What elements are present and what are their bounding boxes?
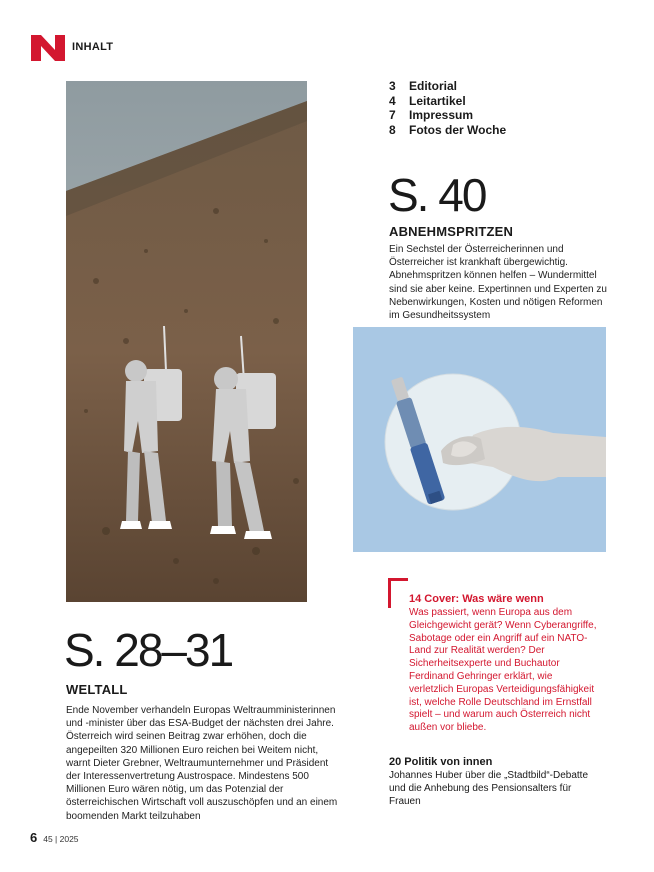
toc-page-number: 7	[389, 108, 396, 122]
politik-teaser: Johannes Huber über die „Stadtbild“-Debatte und die Anhebung des Pensionsalters für Frauen	[389, 770, 589, 808]
toc-page-number: 3	[389, 79, 396, 93]
section-label: INHALT	[72, 41, 114, 53]
toc-item[interactable]	[389, 123, 506, 138]
toc-page-number: 4	[389, 93, 396, 108]
abnehm-heading[interactable]: ABNEHMSPRITZEN	[389, 224, 514, 239]
astronaut-photo	[66, 81, 307, 602]
page-footer	[30, 830, 79, 845]
toc-item[interactable]	[389, 108, 506, 123]
toc-label: Impressum	[409, 108, 474, 122]
weltall-teaser: Ende November verhandeln Europas Weltraumministerinnen und -minister über das ESA-Budget der nächsten drei Jahre. Österreich wird seinen Beitrag zwar erhöhen, doch die angepeilten 320 Millionen Euro reichen bei Weitem nicht, warnt Dieter Grebner, Weltraumunternehmer und Präsident der Interessenvertretung Austrospace. Mindestens 500 Millionen Euro wären nötig, um das Potenzial der österreichischen Wirtschaft voll auszuschöpfen und an einem boomenden Markt teilzuhaben	[66, 705, 338, 822]
toc-item[interactable]	[389, 94, 506, 109]
injection-pen-photo	[353, 327, 606, 552]
abnehm-teaser: Ein Sechstel der Österreicherinnen und Österreicher ist krankhaft übergewichtig. Abnehmspritzen können helfen – Wundermittel sind sie aber keine. Expertinnen und Experten zu Nebenwirkungen, Kosten und nötigen Reformen im Gesundheitssystem	[389, 244, 607, 322]
toc-page-number: 8	[389, 122, 396, 137]
toc-label: Leitartikel	[409, 93, 466, 108]
toc-label: Editorial	[409, 79, 458, 93]
footer-page-number: 6	[30, 830, 38, 845]
corner-bracket-icon	[388, 578, 408, 608]
cover-story-title[interactable]: 14 Cover: Was wäre wenn	[409, 593, 544, 605]
toc-item[interactable]	[389, 79, 506, 94]
footer-issue: 45 | 2025	[43, 834, 79, 844]
weltall-heading[interactable]: WELTALL	[66, 682, 128, 697]
n-logo-icon	[31, 35, 65, 61]
cover-story-teaser: Was passiert, wenn Europa aus dem Gleichgewicht gerät? Wenn Cyberangriffe, Sabotage oder ein Angriff auf ein NATO-Land zur Realität werden? Der Sicherheitsexperte und Buchautor Ferdinand Gehringer erklärt, wie verletzlich Europas Verteidigungsfähigkeit ist, welche Rolle Deutschland im Ernstfall spielt – und warum auch Österreich nicht außen vor bliebe.	[409, 607, 597, 734]
toc-label: Fotos der Woche	[409, 122, 507, 137]
weltall-page-number: S. 28–31	[64, 624, 233, 676]
table-of-contents	[389, 79, 506, 137]
abnehm-page-number: S. 40	[388, 169, 486, 221]
politik-title[interactable]: 20 Politik von innen	[389, 756, 493, 768]
